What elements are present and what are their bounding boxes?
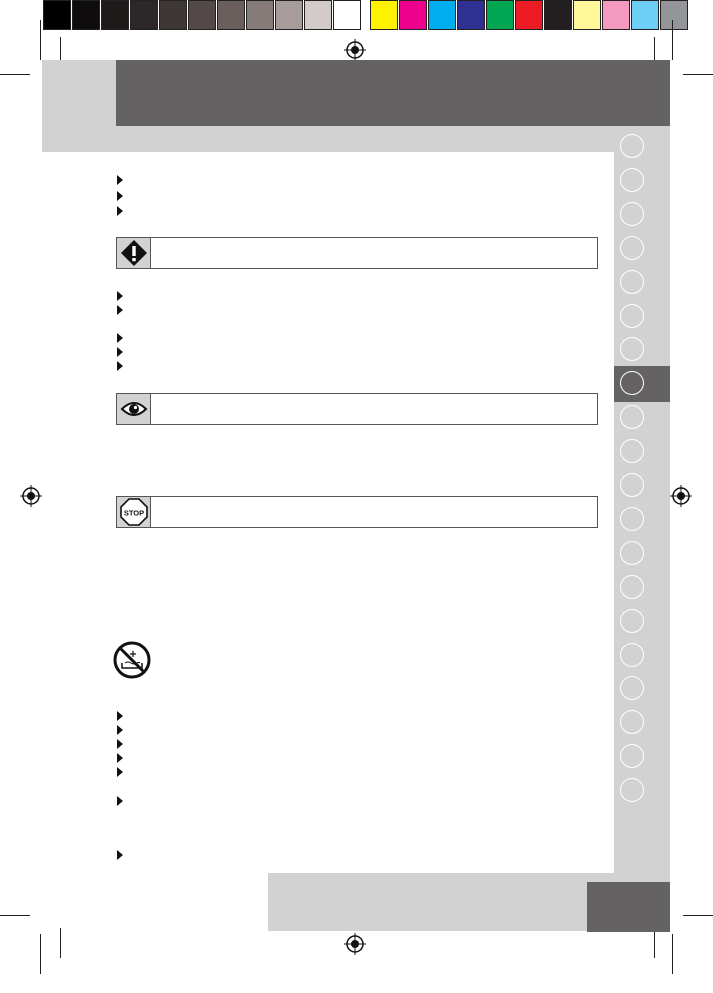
crop-mark xyxy=(0,74,30,75)
color-swatch xyxy=(43,0,71,30)
color-swatch xyxy=(275,0,303,30)
color-swatch xyxy=(660,0,688,30)
language-tab[interactable] xyxy=(620,236,644,260)
color-swatch xyxy=(544,0,572,30)
language-tab[interactable] xyxy=(620,270,644,294)
bullet-icon xyxy=(117,361,123,371)
color-swatch xyxy=(370,0,398,30)
color-swatch xyxy=(333,0,361,30)
bullet-icon xyxy=(117,291,123,301)
color-swatch xyxy=(486,0,514,30)
bullet-icon xyxy=(117,767,123,777)
color-swatch xyxy=(631,0,659,30)
language-tab[interactable] xyxy=(620,304,644,328)
language-tab[interactable] xyxy=(620,609,644,633)
crop-mark xyxy=(40,934,41,974)
color-calibration-bar xyxy=(43,0,689,30)
bullet-icon xyxy=(117,305,123,315)
color-swatch xyxy=(399,0,427,30)
crop-mark xyxy=(683,74,713,75)
bullet-icon xyxy=(117,850,123,860)
bullet-icon xyxy=(117,175,123,185)
eye-notice-box xyxy=(116,393,598,425)
language-tab[interactable] xyxy=(620,473,644,497)
language-tab[interactable] xyxy=(620,744,644,768)
crop-mark xyxy=(672,934,673,974)
color-swatch xyxy=(304,0,332,30)
language-tab[interactable] xyxy=(620,643,644,667)
language-tab[interactable] xyxy=(620,710,644,734)
color-swatch xyxy=(602,0,630,30)
bullet-icon xyxy=(117,206,123,216)
bullet-icon xyxy=(117,739,123,749)
bullet-icon xyxy=(117,711,123,721)
crop-mark xyxy=(0,915,30,916)
registration-mark-top-icon xyxy=(344,39,366,61)
warning-icon-cell xyxy=(117,238,151,268)
language-tab[interactable] xyxy=(620,676,644,700)
language-tab-active[interactable] xyxy=(620,371,644,395)
color-bar-gap xyxy=(362,0,370,30)
language-tab[interactable] xyxy=(620,168,644,192)
page-number-block xyxy=(587,882,670,932)
crop-mark xyxy=(654,928,655,958)
language-tab[interactable] xyxy=(620,439,644,463)
registration-mark-bottom-icon xyxy=(344,933,366,955)
stop-icon xyxy=(120,498,148,526)
color-swatch xyxy=(515,0,543,30)
stop-icon-cell xyxy=(117,497,151,527)
warning-notice-box xyxy=(116,237,598,269)
color-swatch xyxy=(428,0,456,30)
bullet-icon xyxy=(117,753,123,763)
color-swatch xyxy=(101,0,129,30)
color-swatch xyxy=(159,0,187,30)
crop-mark xyxy=(683,915,713,916)
registration-mark-right-icon xyxy=(670,485,692,507)
language-tab[interactable] xyxy=(620,778,644,802)
language-tab[interactable] xyxy=(620,541,644,565)
registration-mark-left-icon xyxy=(20,485,42,507)
stop-notice-box xyxy=(116,496,598,528)
language-tab[interactable] xyxy=(620,202,644,226)
eye-icon xyxy=(120,399,148,419)
header-band xyxy=(116,60,670,126)
color-swatch xyxy=(188,0,216,30)
no-bath-icon xyxy=(113,641,151,679)
color-swatch xyxy=(457,0,485,30)
bullet-icon xyxy=(117,333,123,343)
header-left-block xyxy=(42,60,116,152)
crop-mark xyxy=(672,20,673,60)
language-tab[interactable] xyxy=(620,507,644,531)
language-tab[interactable] xyxy=(620,134,644,158)
color-swatch xyxy=(130,0,158,30)
header-under-band xyxy=(116,126,670,152)
color-swatch xyxy=(246,0,274,30)
language-tab[interactable] xyxy=(620,575,644,599)
bullet-icon xyxy=(117,347,123,357)
crop-mark xyxy=(60,928,61,958)
language-tab[interactable] xyxy=(620,337,644,361)
crop-mark xyxy=(40,20,41,60)
bullet-icon xyxy=(117,725,123,735)
bullet-icon xyxy=(117,191,123,201)
color-swatch xyxy=(72,0,100,30)
color-swatch xyxy=(573,0,601,30)
bullet-icon xyxy=(117,796,123,806)
language-tab[interactable] xyxy=(620,405,644,429)
warning-icon xyxy=(120,239,148,267)
svg-text:STOP: STOP xyxy=(123,508,144,518)
eye-icon-cell xyxy=(117,394,151,424)
color-swatch xyxy=(217,0,245,30)
